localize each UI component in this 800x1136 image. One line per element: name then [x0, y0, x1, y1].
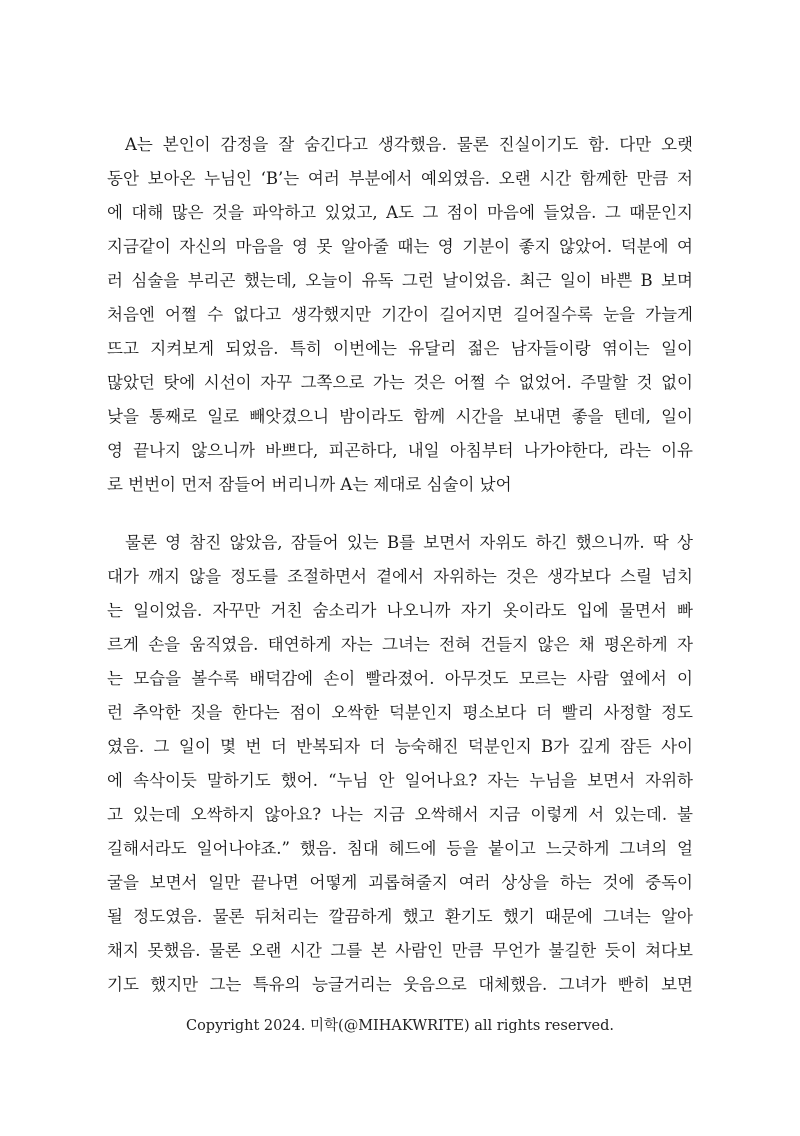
paragraph-line: 는 모습을 볼수록 배덕감에 손이 빨라졌어. 아무것도 모르는 사람 옆에서 이	[107, 669, 693, 688]
paragraph-line: 였음. 그 일이 몇 번 더 반복되자 더 능숙해진 덕분인지 B가 깊게 잠든 사이	[107, 737, 693, 756]
paragraph-line: 동안 보아온 누님인 ‘B’는 여러 부분에서 예외였음. 오랜 시간 함께한 만큼 저	[107, 169, 693, 188]
paragraph-line: 지금같이 자신의 마음을 영 못 알아줄 때는 영 기분이 좋지 않았어. 덕분에 여	[107, 237, 693, 256]
paragraph-line: 대가 깨지 않을 정도를 조절하면서 곁에서 자위하는 것은 생각보다 스릴 넘치	[107, 567, 693, 586]
paragraph-2	[107, 526, 693, 1002]
paragraph-line: 될 정도였음. 물론 뒤처리는 깔끔하게 했고 환기도 했기 때문에 그녀는 알아	[107, 907, 693, 926]
paragraph-line: 에 대해 많은 것을 파악하고 있었고, A도 그 점이 마음에 들었음. 그 때문인지	[107, 203, 693, 222]
paragraph-line: 처음엔 어쩔 수 없다고 생각했지만 기간이 길어지면 길어질수록 눈을 가늘게	[107, 305, 693, 324]
paragraph-line: 굴을 보면서 일만 끝나면 어떻게 괴롭혀줄지 여러 상상을 하는 것에 중독이	[107, 873, 693, 892]
paragraph-line: 채지 못했음. 물론 오랜 시간 그를 본 사람인 만큼 무언가 불길한 듯이 쳐다보	[107, 941, 693, 960]
copyright-footer: Copyright 2024. 미학(@MIHAKWRITE) all rights reserved.	[185, 1018, 615, 1034]
paragraph-line: 러 심술을 부리곤 했는데, 오늘이 유독 그런 날이었음. 최근 일이 바쁜 B 보며	[107, 271, 693, 290]
paragraph-line: 길해서라도 일어나야죠.” 했음. 침대 헤드에 등을 붙이고 느긋하게 그녀의 얼	[107, 839, 693, 858]
paragraph-line: A는 본인이 감정을 잘 숨긴다고 생각했음. 물론 진실이기도 함. 다만 오랫	[125, 135, 693, 154]
paragraph-1	[107, 128, 693, 502]
paragraph-line: 런 추악한 짓을 한다는 점이 오싹한 덕분인지 평소보다 더 빨리 사정할 정도	[107, 703, 693, 722]
paragraph-line: 뜨고 지켜보게 되었음. 특히 이번에는 유달리 젊은 남자들이랑 엮이는 일이	[107, 339, 693, 358]
paragraph-line: 에 속삭이듯 말하기도 했어. “누님 안 일어나요? 자는 누님을 보면서 자위하	[107, 771, 693, 790]
paragraph-line: 낮을 통째로 일로 빼앗겼으니 밤이라도 함께 시간을 보내면 좋을 텐데, 일이	[107, 407, 693, 426]
paragraph-line: 물론 영 참진 않았음, 잠들어 있는 B를 보면서 자위도 하긴 했으니까. 딱 상	[125, 533, 693, 552]
paragraph-line: 는 일이었음. 자꾸만 거친 숨소리가 나오니까 자기 옷이라도 입에 물면서 빠	[107, 601, 693, 620]
paragraph-line: 르게 손을 움직였음. 태연하게 자는 그녀는 전혀 건들지 않은 채 평온하게 자	[107, 635, 693, 654]
paragraph-line: 로 번번이 먼저 잠들어 버리니까 A는 제대로 심술이 났어	[107, 475, 512, 494]
paragraph-line: 기도 했지만 그는 특유의 능글거리는 웃음으로 대체했음. 그녀가 빤히 보면	[107, 975, 693, 994]
paragraph-line: 영 끝나지 않으니까 바쁘다, 피곤하다, 내일 아침부터 나가야한다, 라는 이유	[107, 441, 693, 460]
paragraph-line: 고 있는데 오싹하지 않아요? 나는 지금 오싹해서 지금 이렇게 서 있는데. 불	[107, 805, 693, 824]
paragraph-line: 많았던 탓에 시선이 자꾸 그쪽으로 가는 것은 어쩔 수 없었어. 주말할 것 없이	[107, 373, 693, 392]
